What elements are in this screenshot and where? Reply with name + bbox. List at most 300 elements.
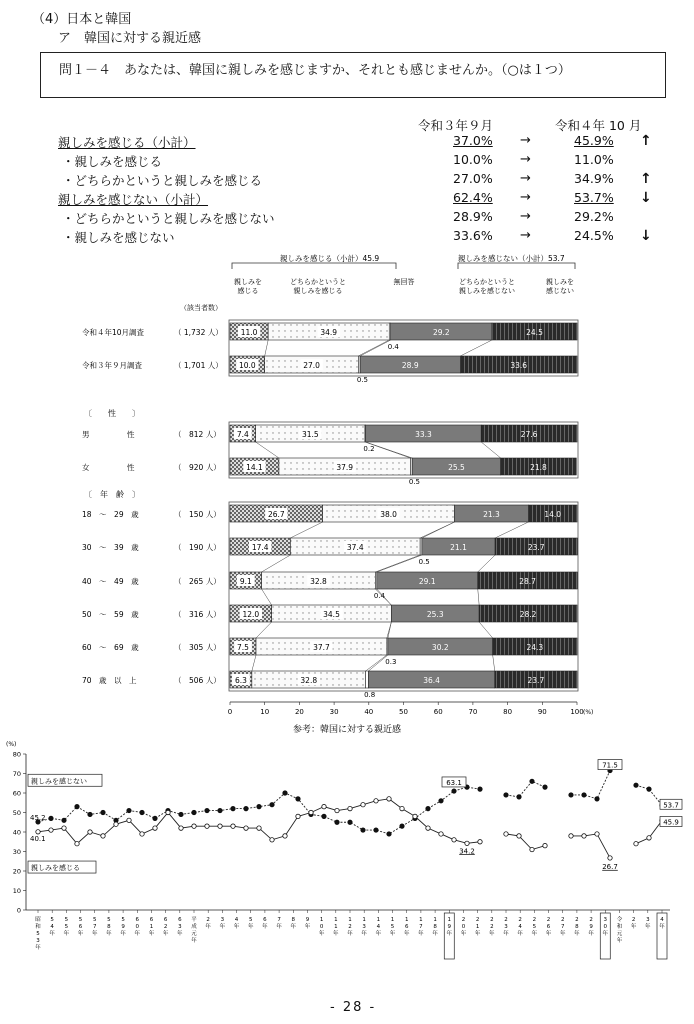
- point-nai: [400, 824, 404, 828]
- x-tick-label: 1: [319, 917, 324, 923]
- x-tick-label: 年: [460, 931, 467, 937]
- bar-row-label: 60 ～ 69 歳: [82, 643, 139, 652]
- legend-label-nai: 親しみを感じない: [31, 777, 87, 786]
- bar-connector: [495, 522, 528, 538]
- summary-arrow-icon: →: [520, 152, 531, 167]
- x-tick-label: 8: [433, 924, 437, 930]
- y-tick-label: 0: [16, 906, 21, 915]
- x-tick-label: 3: [178, 924, 182, 930]
- bar-na-label: 0.5: [418, 558, 430, 566]
- bar-seg-muhento: [366, 671, 369, 688]
- point-kanjiru: [231, 824, 235, 828]
- x-tick-label: 年: [304, 924, 311, 930]
- summary-row-label: ・どちらかというと親しみを感じる: [62, 173, 263, 188]
- x-tick-label: 年: [446, 931, 453, 937]
- x-tick-label: 和: [35, 924, 41, 930]
- point-nai: [478, 787, 482, 791]
- point-kanjiru: [413, 814, 417, 818]
- summary-row-label: ・親しみを感じる: [62, 154, 163, 169]
- x-tick-label: 年: [418, 931, 424, 937]
- x-tick-label: 5: [532, 924, 537, 930]
- x-tick-label: 年: [389, 931, 396, 937]
- point-kanjiru: [517, 834, 521, 838]
- bracket-negative: [458, 263, 575, 269]
- point-kanjiru: [153, 826, 157, 830]
- point-kanjiru: [101, 834, 105, 838]
- summary-col-prev: 令和３年９月: [418, 118, 494, 133]
- bar-connector: [375, 555, 420, 572]
- annot-low-2019: 26.7: [602, 862, 618, 871]
- point-kanjiru: [426, 826, 430, 830]
- bar-value-label: 28.9: [401, 361, 419, 370]
- point-kanjiru: [647, 836, 651, 840]
- annot-low-2012: 34.2: [459, 847, 475, 856]
- bar-value-label: 33.6: [510, 361, 528, 370]
- point-nai: [517, 795, 521, 799]
- x-tick-label: 年: [616, 938, 623, 944]
- point-kanjiru: [192, 824, 196, 828]
- annot-last-nai: 53.7: [663, 801, 679, 810]
- x-tick-label: 5: [78, 917, 83, 923]
- bar-value-label: 9.1: [239, 577, 252, 586]
- point-kanjiru: [400, 806, 404, 810]
- point-kanjiru: [608, 856, 612, 860]
- point-kanjiru: [140, 832, 144, 836]
- x-tick-label: 2: [546, 917, 551, 923]
- legend-label: 親しみを: [234, 278, 262, 286]
- bar-row-label: 30 ～ 39 歳: [82, 543, 139, 552]
- x-tick-label: 5: [64, 917, 69, 923]
- bar-na-label: 0.8: [364, 691, 376, 699]
- x-tick-label: 2: [348, 924, 352, 930]
- x-tick-label: 年: [588, 931, 594, 937]
- x-tick-label: 年: [148, 931, 155, 937]
- bar-row-label: 18 ～ 29 歳: [82, 510, 139, 519]
- x-tick-label: 年: [191, 938, 197, 944]
- bar-value-label: 38.0: [380, 510, 397, 519]
- summary-curr-value: 34.9%: [574, 171, 614, 186]
- bar-value-label: 37.4: [346, 543, 364, 552]
- point-nai: [504, 793, 508, 797]
- legend-label-kanjiru: 親しみを感じる: [31, 864, 80, 873]
- point-kanjiru: [543, 843, 547, 847]
- trend-down-icon: ↓: [640, 190, 652, 206]
- x-tick-label: 年: [645, 924, 651, 930]
- bar-connector: [252, 655, 256, 671]
- y-tick-label: 10: [12, 887, 21, 895]
- bar-value-label: 14.0: [544, 510, 562, 519]
- x-tick-label: 60: [433, 708, 443, 716]
- x-tick-label: 年: [559, 931, 566, 937]
- x-tick-label: 30: [329, 708, 339, 716]
- x-tick-label: 年: [318, 931, 325, 937]
- point-kanjiru: [374, 799, 378, 803]
- point-kanjiru: [322, 804, 326, 808]
- x-tick-label: 2: [163, 924, 168, 930]
- bar-connector: [493, 655, 495, 671]
- stacked-bar-chart: [0, 250, 694, 720]
- point-kanjiru: [465, 841, 469, 845]
- point-kanjiru: [452, 838, 456, 842]
- x-tick-label: 5: [50, 917, 54, 923]
- bar-value-label: 25.5: [448, 463, 465, 472]
- point-nai: [192, 810, 196, 814]
- trend-up-icon: ↑: [640, 171, 652, 187]
- x-tick-label: 0: [319, 924, 324, 930]
- trend-line-chart: [0, 722, 694, 992]
- x-tick-label: 年: [347, 931, 353, 937]
- summary-row-label: 親しみを感じない（小計）: [58, 192, 209, 207]
- bar-row-count: （ 1,701 人）: [174, 361, 223, 370]
- point-kanjiru: [335, 808, 339, 812]
- point-nai: [569, 793, 573, 797]
- x-tick-label: 3: [220, 917, 225, 923]
- line-chart-title: 参考：韓国に対する親近感: [292, 725, 402, 735]
- bar-value-label: 34.5: [323, 610, 340, 619]
- bar-row-count: （ 150 人）: [174, 510, 221, 519]
- bar-value-label: 21.1: [450, 543, 467, 552]
- x-tick-label: 5: [64, 924, 69, 930]
- x-tick-label: 5: [107, 917, 111, 923]
- bar-value-label: 37.7: [313, 643, 330, 652]
- bar-value-label: 29.1: [418, 577, 436, 586]
- summary-curr-value: 45.9%: [574, 133, 614, 148]
- point-nai: [543, 785, 547, 789]
- x-tick-label: 20: [294, 708, 304, 716]
- bar-row-label: 70 歳 以 上: [82, 676, 137, 685]
- legend-label: 親しみを感じる: [293, 287, 343, 295]
- x-tick-label: 90: [537, 708, 547, 716]
- x-tick-label: 9: [305, 917, 310, 923]
- bar-value-label: 28.2: [519, 610, 537, 619]
- x-tick-label: 年: [233, 924, 240, 930]
- legend-label: 親しみを感じない: [459, 287, 515, 295]
- x-tick-label: 100: [570, 708, 584, 716]
- bar-connector: [460, 340, 492, 356]
- x-tick-label: 2: [461, 917, 466, 923]
- x-tick-label: 年: [474, 931, 481, 937]
- bar-connector: [256, 622, 272, 638]
- x-tick-label: 元: [191, 931, 197, 937]
- x-tick-label: 和: [616, 924, 623, 930]
- x-tick-label: 2: [490, 924, 494, 930]
- point-nai: [218, 808, 222, 812]
- x-tick-label: 年: [106, 931, 112, 937]
- legend-label: 感じない: [546, 287, 574, 295]
- bar-na-label: 0.3: [385, 658, 397, 666]
- point-nai: [348, 820, 352, 824]
- point-kanjiru: [88, 830, 92, 834]
- point-nai: [439, 799, 443, 803]
- summary-row-label: ・親しみを感じない: [62, 230, 175, 245]
- point-kanjiru: [569, 834, 573, 838]
- x-tick-label: 年: [205, 924, 211, 930]
- x-tick-label: 年: [375, 931, 382, 937]
- summary-row-label: ・どちらかというと親しみを感じない: [62, 211, 275, 226]
- bar-connector: [262, 555, 291, 572]
- y-tick-label: 30: [12, 848, 21, 856]
- summary-arrow-icon: →: [520, 171, 531, 186]
- x-tick-label: 10: [260, 708, 270, 716]
- bar-frame: [229, 502, 578, 691]
- x-tick-label: 0: [461, 924, 466, 930]
- y-tick-label: 20: [12, 867, 21, 876]
- x-tick-label: 2: [589, 917, 593, 923]
- annot-last-kanjiru: 45.9: [663, 818, 679, 827]
- point-nai: [101, 810, 105, 814]
- x-tick-label: 6: [78, 924, 83, 930]
- y-tick-label: 60: [12, 789, 21, 798]
- x-tick-label: 年: [276, 924, 282, 930]
- summary-arrow-icon: →: [520, 209, 531, 224]
- bar-value-label: 32.8: [310, 577, 327, 586]
- point-nai: [361, 828, 365, 832]
- bar-value-label: 27.0: [303, 361, 320, 370]
- x-tick-label: 8: [575, 924, 579, 930]
- summary-prev-value: 28.9%: [453, 209, 493, 224]
- summary-arrow-icon: →: [520, 133, 531, 148]
- section-label-gender: 〔 性 〕: [84, 409, 140, 418]
- bracket-positive: [232, 263, 396, 269]
- point-kanjiru: [361, 803, 365, 807]
- x-tick-label: 年: [63, 931, 70, 937]
- point-kanjiru: [582, 834, 586, 838]
- group-label-positive: 親しみを感じる（小計）45.9: [280, 254, 380, 263]
- bar-value-label: 29.2: [432, 328, 450, 337]
- x-tick-label: 年: [630, 924, 637, 930]
- point-kanjiru: [348, 806, 352, 810]
- point-nai: [374, 828, 378, 832]
- y-tick-label: 80: [12, 750, 21, 759]
- bar-row-label: 令和３年９月調査: [82, 361, 142, 370]
- bar-value-label: 23.7: [527, 676, 545, 685]
- x-tick-label: 2: [532, 917, 537, 923]
- x-tick-label: 3: [504, 924, 508, 930]
- x-tick-label: 40: [364, 708, 374, 716]
- summary-curr-value: 53.7%: [574, 190, 614, 205]
- bar-connector: [422, 522, 455, 538]
- point-kanjiru: [49, 828, 53, 832]
- bar-value-label: 37.9: [336, 463, 354, 472]
- summary-prev-value: 62.4%: [453, 190, 493, 205]
- bar-row-label: 40 ～ 49 歳: [82, 577, 139, 586]
- point-kanjiru: [296, 814, 300, 818]
- x-tick-label: 6: [263, 917, 267, 923]
- point-nai: [257, 804, 261, 808]
- x-tick-label: 6: [178, 917, 182, 923]
- page-number: - 28 -: [330, 1000, 377, 1015]
- point-nai: [452, 789, 456, 793]
- series-line-kanjiru: [506, 834, 545, 850]
- bar-connector: [290, 522, 322, 538]
- bar-na-label: 0.4: [387, 343, 399, 351]
- annot-first-nai: 45.2: [30, 813, 46, 822]
- y-tick-label: 70: [12, 770, 21, 778]
- point-nai: [127, 808, 131, 812]
- point-nai: [634, 783, 638, 787]
- point-kanjiru: [634, 842, 638, 846]
- point-nai: [205, 808, 209, 812]
- bar-row-label: 50 ～ 59 歳: [82, 610, 139, 619]
- x-tick-label: 7: [560, 924, 565, 930]
- x-tick-label: 3: [36, 938, 40, 944]
- point-nai: [270, 803, 274, 807]
- group-label-negative: 親しみを感じない（小計）53.7: [458, 254, 565, 263]
- x-tick-label: 1: [362, 917, 366, 923]
- x-tick-label: 1: [390, 917, 395, 923]
- x-tick-label: 平: [191, 917, 197, 923]
- point-kanjiru: [257, 826, 261, 830]
- x-tick-label: 年: [162, 931, 169, 937]
- x-tick-label: 0: [603, 924, 608, 930]
- x-tick-label: 2: [206, 917, 210, 923]
- series-line-nai: [506, 781, 545, 797]
- bar-connector: [478, 555, 495, 572]
- annot-peak-2012: 63.1: [446, 778, 462, 787]
- x-tick-label: 1: [433, 917, 437, 923]
- point-nai: [62, 818, 66, 822]
- point-nai: [140, 810, 144, 814]
- x-tick-label: 年: [489, 931, 495, 937]
- section-label-age: 〔 年 齢 〕: [84, 490, 140, 499]
- bar-value-label: 6.3: [234, 676, 247, 685]
- bar-row-count: （ 305 人）: [174, 643, 221, 652]
- x-tick-label: 7: [92, 924, 97, 930]
- point-kanjiru: [218, 824, 222, 828]
- bar-value-label: 21.8: [530, 463, 547, 472]
- bar-connector: [377, 555, 422, 572]
- x-tick-label: 元: [616, 931, 623, 937]
- bar-row-label: 男 性: [82, 430, 135, 439]
- point-kanjiru: [179, 826, 183, 830]
- x-tick-label: 4: [518, 924, 522, 930]
- y-tick-label: 40: [12, 828, 21, 837]
- x-tick-label: 年: [545, 931, 552, 937]
- bar-value-label: 34.9: [320, 328, 338, 337]
- bar-value-label: 31.5: [301, 430, 319, 439]
- x-tick-label: 5: [121, 917, 125, 923]
- annot-peak-2019: 71.5: [602, 761, 618, 770]
- point-kanjiru: [127, 818, 131, 822]
- x-tick-label: 1: [419, 917, 423, 923]
- x-tick-label: 年: [120, 931, 126, 937]
- x-tick-label: 成: [191, 924, 197, 930]
- x-tick-label: 1: [376, 917, 381, 923]
- x-tick-label: 8: [107, 924, 111, 930]
- x-tick-label: 年: [49, 931, 55, 937]
- bar-value-label: 7.5: [237, 643, 249, 652]
- summary-prev-value: 37.0%: [453, 133, 493, 148]
- question-text: 問１－４ あなたは、韓国に親しみを感じますか、それとも感じませんか。（○は１つ）: [59, 63, 571, 78]
- x-tick-label: 4: [376, 924, 381, 930]
- series-line-nai: [571, 771, 610, 799]
- x-tick-label: 5: [248, 917, 253, 923]
- x-tick-label: 70: [468, 708, 478, 716]
- legend-label: 無回答: [393, 278, 415, 286]
- bar-value-label: 28.7: [519, 577, 536, 586]
- point-kanjiru: [387, 797, 391, 801]
- y-tick-label: 50: [12, 809, 21, 817]
- x-tick-label: 4: [50, 924, 54, 930]
- x-tick-label: 3: [603, 917, 608, 923]
- bar-row-label: 女 性: [82, 463, 135, 472]
- bar-value-label: 24.3: [526, 643, 544, 652]
- x-tick-label: 年: [290, 924, 297, 930]
- bar-row-count: （ 190 人）: [174, 543, 221, 552]
- point-nai: [283, 791, 287, 795]
- point-kanjiru: [595, 832, 599, 836]
- point-kanjiru: [244, 826, 248, 830]
- bar-value-label: 12.0: [242, 610, 260, 619]
- x-tick-label: 8: [291, 917, 296, 923]
- bar-row-count: （ 506 人）: [174, 676, 221, 685]
- point-kanjiru: [114, 822, 118, 826]
- point-nai: [647, 787, 651, 791]
- x-tick-label: 1: [348, 917, 352, 923]
- x-tick-label: 6: [404, 924, 409, 930]
- bar-value-label: 11.0: [240, 328, 258, 337]
- bar-value-label: 32.8: [300, 676, 318, 685]
- x-tick-label: 6: [163, 917, 168, 923]
- bar-row-count: （ 920 人）: [174, 463, 221, 472]
- bar-connector: [478, 589, 479, 605]
- x-tick-label: 50: [399, 708, 408, 716]
- point-nai: [88, 812, 92, 816]
- x-tick-label: 9: [589, 924, 593, 930]
- x-unit: (%): [583, 709, 594, 716]
- point-nai: [322, 814, 326, 818]
- bar-value-label: 24.5: [526, 328, 543, 337]
- point-nai: [75, 804, 79, 808]
- x-tick-label: 5: [92, 917, 97, 923]
- bar-row-count: （ 1,732 人）: [174, 328, 223, 337]
- x-tick-label: 年: [77, 931, 84, 937]
- point-nai: [426, 806, 430, 810]
- x-tick-label: 1: [149, 924, 154, 930]
- bar-row-count: （ 316 人）: [174, 610, 221, 619]
- x-tick-label: 6: [135, 917, 140, 923]
- bar-row-count: （ 265 人）: [174, 577, 221, 586]
- bar-value-label: 17.4: [251, 543, 269, 552]
- point-nai: [387, 832, 391, 836]
- summary-prev-value: 10.0%: [453, 152, 493, 167]
- legend-label: 感じる: [237, 287, 259, 295]
- bar-row-count: （ 812 人）: [174, 430, 221, 439]
- point-nai: [530, 779, 534, 783]
- point-nai: [595, 797, 599, 801]
- trend-down-icon: ↓: [640, 228, 652, 244]
- point-kanjiru: [36, 830, 40, 834]
- bar-na-label: 0.4: [373, 592, 385, 600]
- bar-connector: [479, 622, 493, 638]
- x-tick-label: 年: [574, 931, 580, 937]
- x-tick-label: 2: [518, 917, 522, 923]
- x-tick-label: 9: [121, 924, 125, 930]
- x-tick-label: 年: [247, 924, 254, 930]
- y-unit: (%): [6, 741, 17, 748]
- bar-value-label: 7.4: [236, 430, 249, 439]
- bar-na-label: 0.5: [356, 376, 368, 384]
- bar-connector: [360, 340, 391, 356]
- point-nai: [231, 806, 235, 810]
- bar-value-label: 30.2: [431, 643, 449, 652]
- point-kanjiru: [309, 810, 313, 814]
- summary-arrow-icon: →: [520, 228, 531, 243]
- summary-curr-value: 11.0%: [574, 152, 614, 167]
- question-box: [40, 52, 666, 98]
- summary-prev-value: 33.6%: [453, 228, 493, 243]
- x-tick-label: 年: [403, 931, 410, 937]
